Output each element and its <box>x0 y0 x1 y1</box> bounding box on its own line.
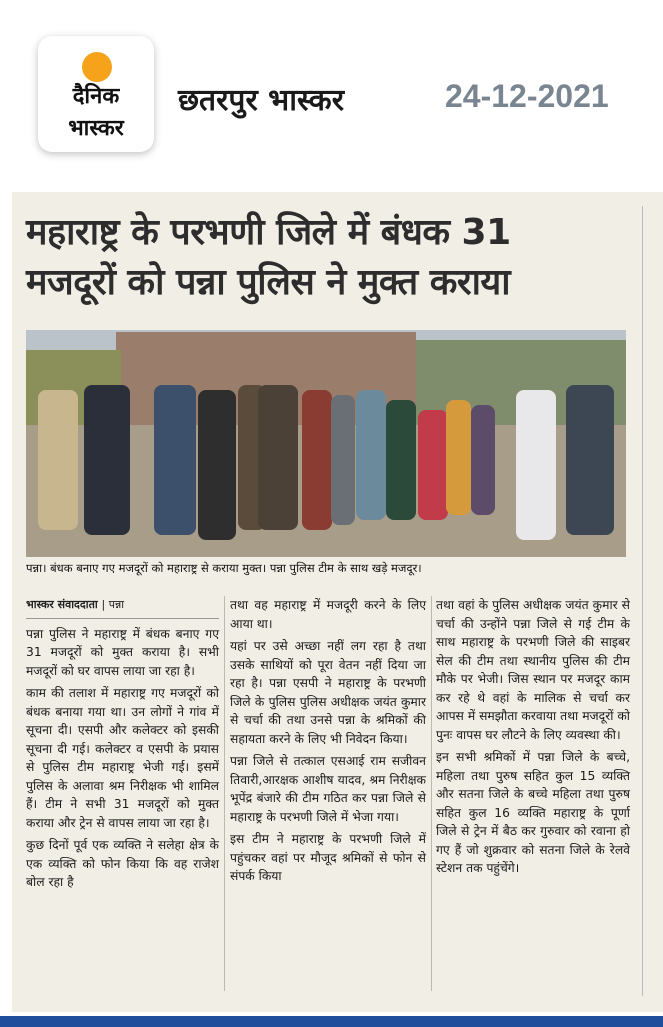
article-column-2 <box>230 596 426 890</box>
headline-line-2: मजदूरों को पन्ना पुलिस ने मुक्त कराया <box>26 262 511 303</box>
paragraph: कुछ दिनों पूर्व एक व्यक्ति ने सलेहा क्षेत्र के एक व्यक्ति को फोन किया कि वह राजेश बोल रहा है <box>26 838 219 889</box>
paragraph: पन्ना जिले से तत्काल एसआई राम सजीवन तिवारी,आरक्षक आशीष यादव, श्रम निरीक्षक भूपेंद्र बंजारे की टीम गठित कर पन्ना जिले से महाराष्ट्र के परभणी जिले में भेजा गया। <box>230 754 426 824</box>
byline-location: | पन्ना <box>101 598 125 611</box>
logo-text-line2: भास्कर <box>68 116 124 141</box>
paragraph: काम की तलाश में महाराष्ट्र गए मजदूरों को बंधक बनाया गया था। उन लोगों ने गांव में सूचना दी। एसपी और कलेक्टर को इसकी सूचना दी गई। कलेक्टर व एसपी के प्रयास से पुलिस टीम महाराष्ट्र भेजी गई। इसमें पुलिस के अलावा श्रम निरीक्षक भी शामिल हैं। टीम ने सभी 31 मजदूरों को मुक्त कराया और ट्रेन से वापस लाया जा रहा है। <box>26 686 219 830</box>
group-photo-illustration <box>26 330 626 557</box>
byline <box>26 596 219 619</box>
photo-caption: पन्ना। बंधक बनाए गए मजदूरों को महाराष्ट्र से कराया मुक्त। पन्ना पुलिस टीम के साथ खड़े मजदूर। <box>26 561 422 575</box>
article-column-1 <box>26 596 219 896</box>
edition-name: छतरपुर भास्कर <box>178 83 344 118</box>
dainik-bhaskar-logo <box>38 36 154 152</box>
app-header <box>0 0 663 183</box>
logo-text-line1: दैनिक <box>72 84 120 109</box>
byline-author: भास्कर संवाददाता <box>26 598 98 611</box>
column-rule <box>224 596 225 991</box>
paragraph: तथा वहां के पुलिस अधीक्षक जयंत कुमार से चर्चा की उन्होंने पन्ना जिले से गई टीम के साथ महाराष्ट्र के परभणी जिले की साइबर सेल की टीम तथा स्थानीय पुलिस की टीम मौके पर भेजी। जिस स्थान पर मजदूर काम कर रहे थे वहां के मालिक से चर्चा कर आपस में समझौता करवाया तथा मजदूरों को पुनः वापस घर लौटने के लिए व्यवस्था की। <box>436 598 630 742</box>
article-headline <box>26 208 631 308</box>
column-rule <box>431 596 432 991</box>
article-column-3 <box>436 596 630 882</box>
bottom-bar <box>0 1016 663 1027</box>
headline-line-1: महाराष्ट्र के परभणी जिले में बंधक 31 <box>26 212 511 253</box>
paragraph: यहां पर उसे अच्छा नहीं लग रहा है तथा उसके साथियों को पूरा वेतन नहीं दिया जा रहा है। पन्ना एसपी ने महाराष्ट्र के परभणी जिले के पुलिस पुलिस अधीक्षक जयंत कुमार से चर्चा की तथा उनसे पन्ना के श्रमिकों की सहायता करने के लिए भी निवेदन किया। <box>230 639 426 746</box>
paragraph: पन्ना पुलिस ने महाराष्ट्र में बंधक बनाए गए 31 मजदूरों को मुक्त कराया है। सभी मजदूरों को घर वापस लाया जा रहा है। <box>26 626 219 678</box>
edition-date: 24-12-2021 <box>445 78 609 114</box>
paragraph: इन सभी श्रमिकों में पन्ना जिले के बच्चे, महिला तथा पुरुष सहित कुल 15 व्यक्ति और सतना जिले के बच्चे महिला तथा पुरुष सहित कुल 16 व्यक्ति महाराष्ट्र के पूर्णा जिले से ट्रेन में बैठ कर गुरुवार को रवाना हो गए हैं जो शुक्रवार को सतना जिले के रेलवे स्टेशन तक पहुंचेंगे। <box>436 750 630 875</box>
paragraph: इस टीम ने महाराष्ट्र के परभणी जिले में पहुंचकर वहां पर मौजूद श्रमिकों से फोन से संपर्क किया <box>230 832 426 883</box>
article-photo <box>26 330 626 557</box>
sun-icon <box>82 52 112 82</box>
paragraph: तथा वह महाराष्ट्र में मजदूरी करने के लिए आया था। <box>230 598 426 631</box>
column-divider <box>642 206 643 996</box>
